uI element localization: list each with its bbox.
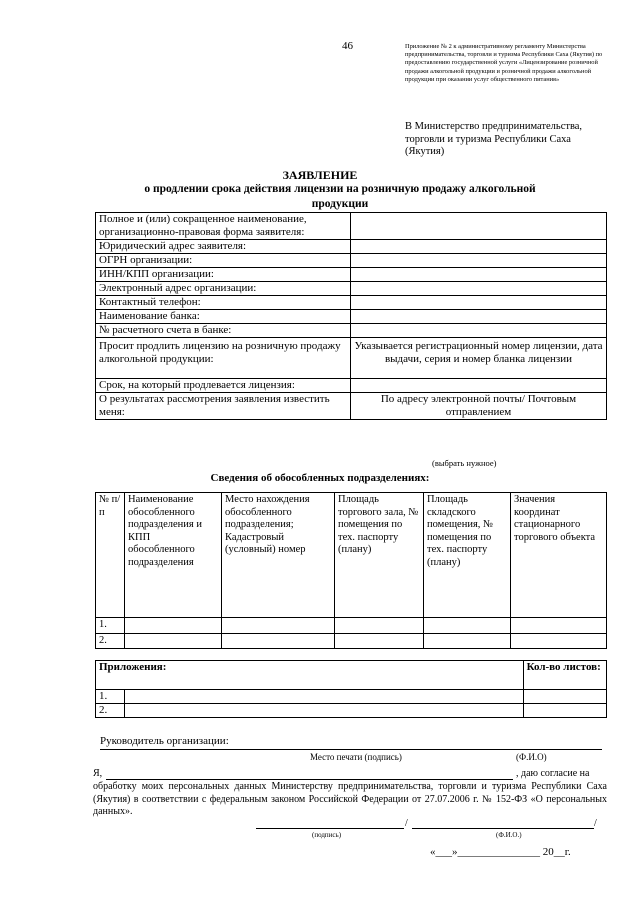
table-row	[96, 254, 607, 268]
consent-suffix: , даю согласие на	[516, 768, 590, 779]
row-value[interactable]: По адресу электронной почты/ Почтовым отправлением	[351, 393, 607, 420]
table-row	[96, 633, 607, 649]
row-label: ОГРН организации:	[96, 254, 351, 268]
row-value[interactable]: Указывается регистрационный номер лицензии, дата выдачи, серия и номер бланка лицензии	[351, 338, 607, 379]
signature-caption: (подпись)	[312, 831, 342, 839]
signature-line[interactable]	[256, 828, 404, 829]
consent-text: обработку моих персональных данных Министерству предпринимательства, торговли и туризма Республики Саха (Якутия) в соответствии с федеральным законом Российской Федерации от 27.07.2006 г. № 152-ФЗ «О персональных данных».	[93, 781, 607, 818]
row-number: 1.	[96, 618, 125, 634]
table-row	[96, 393, 607, 420]
table-row	[96, 338, 607, 379]
column-header: Значения координат стационарного торгового объекта	[511, 493, 607, 618]
row-value[interactable]	[351, 310, 607, 324]
table-row	[96, 296, 607, 310]
row-label: ИНН/КПП организации:	[96, 268, 351, 282]
row-value[interactable]	[351, 296, 607, 310]
row-label: Просит продлить лицензию на розничную продажу алкогольной продукции:	[96, 338, 351, 379]
row-label: О результатах рассмотрения заявления известить меня:	[96, 393, 351, 420]
row-value[interactable]	[351, 254, 607, 268]
application-table	[95, 212, 607, 420]
table-row	[96, 240, 607, 254]
sheets-header: Кол-во листов:	[523, 661, 606, 690]
row-label: № расчетного счета в банке:	[96, 324, 351, 338]
row-label: Наименование банка:	[96, 310, 351, 324]
stamp-caption: Место печати (подпись)	[310, 752, 402, 762]
row-label: Контактный телефон:	[96, 296, 351, 310]
column-header: Площадь складского помещения, № помещения по тех. паспорту (плану)	[424, 493, 511, 618]
table-row	[96, 379, 607, 393]
row-value[interactable]	[351, 379, 607, 393]
slash-separator: /	[405, 818, 408, 829]
row-value[interactable]	[351, 268, 607, 282]
row-number: 2.	[96, 633, 125, 649]
row-value[interactable]	[351, 240, 607, 254]
date-line[interactable]: «___»_______________ 20__г.	[430, 846, 571, 858]
table-header-row	[96, 493, 607, 618]
table-row	[96, 690, 607, 704]
attachments-header: Приложения:	[96, 661, 524, 690]
column-header: Место нахождения обособленного подразделения; Кадастровый (условный) номер	[222, 493, 335, 618]
name-line[interactable]	[106, 779, 513, 780]
slash-separator: /	[594, 818, 597, 829]
branches-title: Сведения об обособленных подразделениях:	[210, 472, 430, 484]
row-value[interactable]	[351, 324, 607, 338]
table-row	[96, 282, 607, 296]
document-subtitle: о продлении срока действия лицензии на розничную продажу алкогольной продукции	[144, 183, 536, 210]
table-row	[96, 618, 607, 634]
page-number: 46	[342, 40, 353, 52]
choose-hint: (выбрать нужное)	[432, 458, 497, 468]
column-header: Площадь торгового зала, № помещения по тех. паспорту (плану)	[335, 493, 424, 618]
table-row	[96, 704, 607, 718]
column-header: № п/п	[96, 493, 125, 618]
fio-caption: (Ф.И.О.)	[496, 831, 522, 839]
annex-note: Приложение № 2 к административному регламенту Министерства предпринимательства, торговли и туризма Республики Саха (Якутия) по предоставлению государственной услуги «Лицензирование розничной продажи алкогольной продукции и розничной продажи алкогольной продукции при оказании услуг общественного питания»	[405, 43, 603, 83]
table-row	[96, 310, 607, 324]
row-label: Юридический адрес заявителя:	[96, 240, 351, 254]
table-row	[96, 324, 607, 338]
row-label: Срок, на который продлевается лицензия:	[96, 379, 351, 393]
row-number: 2.	[96, 704, 125, 718]
table-row	[96, 213, 607, 240]
table-header-row	[96, 661, 607, 690]
document-title: ЗАЯВЛЕНИЕ	[282, 168, 358, 182]
attachments-table	[95, 660, 607, 718]
table-row	[96, 268, 607, 282]
signature-line[interactable]	[100, 749, 602, 750]
row-number: 1.	[96, 690, 125, 704]
branches-table	[95, 492, 607, 649]
row-value[interactable]	[351, 213, 607, 240]
row-value[interactable]	[351, 282, 607, 296]
fio-line[interactable]	[412, 828, 594, 829]
consent-prefix: Я,	[93, 768, 103, 779]
column-header: Наименование обособленного подразделения и КПП обособленного подразделения	[125, 493, 222, 618]
row-label: Электронный адрес организации:	[96, 282, 351, 296]
fio-caption: (Ф.И.О)	[516, 752, 547, 762]
head-of-organization-label: Руководитель организации:	[100, 735, 229, 747]
addressee: В Министерство предпринимательства, торговли и туризма Республики Саха (Якутия)	[405, 121, 583, 157]
row-label: Полное и (или) сокращенное наименование, организационно-правовая форма заявителя:	[96, 213, 351, 240]
